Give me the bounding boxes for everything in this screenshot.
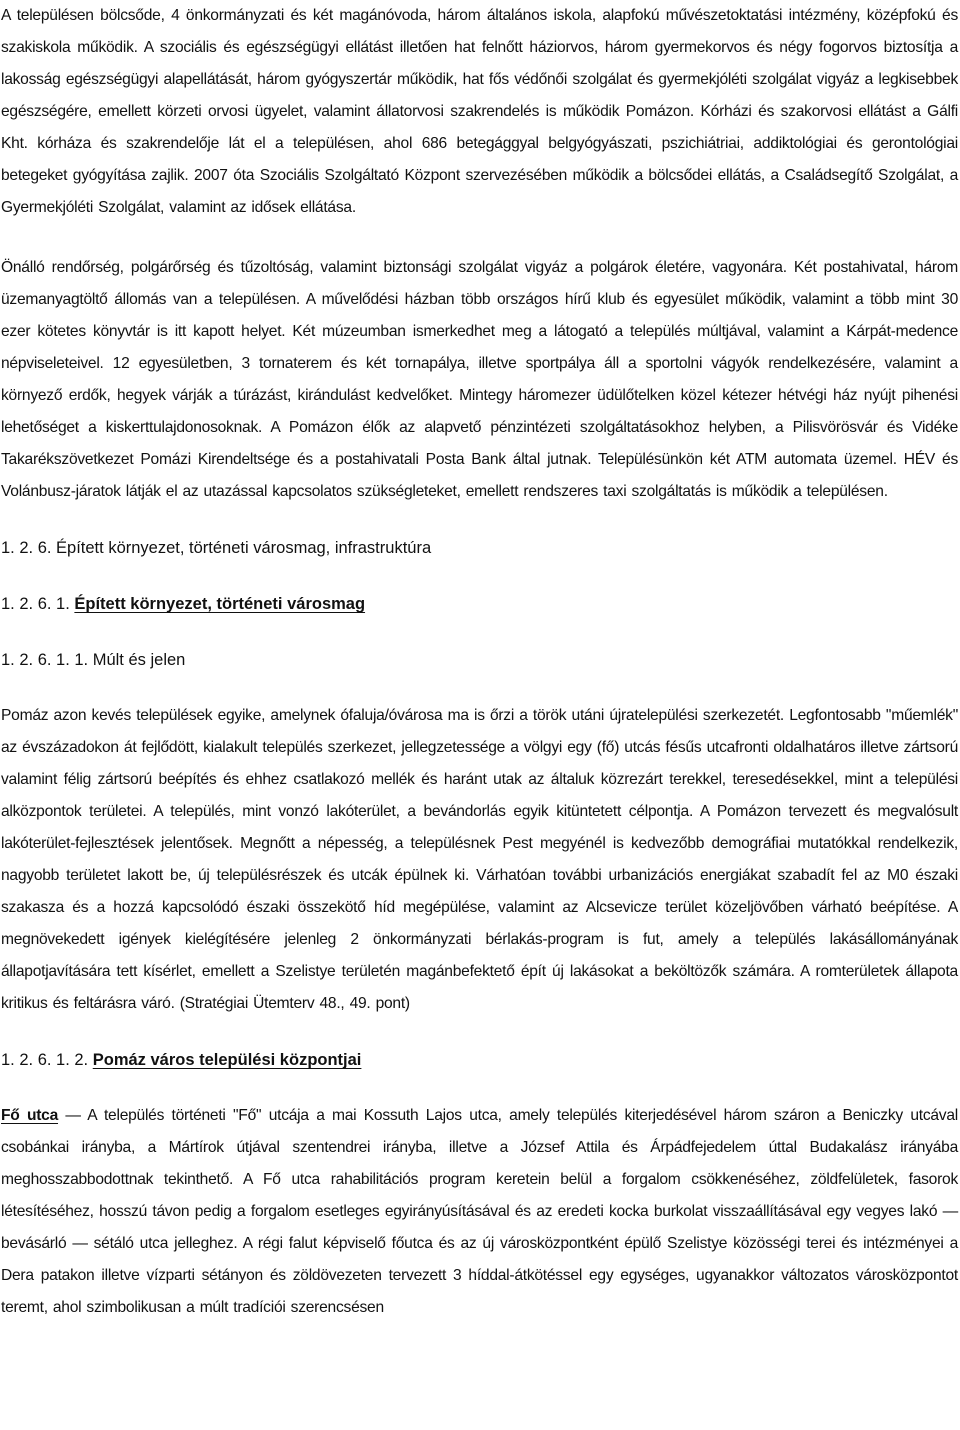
- section-title: Épített környezet, történeti városmag: [74, 595, 366, 613]
- spacer: [1, 1076, 958, 1100]
- paragraph-past-and-present: Pomáz azon kevés települések egyike, amelynek ófaluja/óvárosa ma is őrzi a török utáni újratelepülési szerkezetét. Legfontosabb "műemlék" az évszázadokon át fejlődött, kialakult település szerkezet, jellegzetessége a völgyi egy (fő) utcás fésűs utcafronti oldalhatáros illetve zártsorú valamint félig zártsorú beépítés és ehhez csatlakozó mellék és haránt utak az általuk közrezárt terekkel, teresedésekkel, mint a települési alközpontok területei. A település, mint vonzó lakóterület, a bevándorlás egyik kitüntetett célpontja. A Pomázon tervezett és megvalósult lakóterület-fejlesztések jelentősek. Megnőtt a népesség, a településnek Pest megyénél is kedvezőbb demográfiai mutatókkal rendelkezik, nagyobb területet lakott be, új településrészek és utcák épülnek ki. Várhatóan további urbanizációs energiákat szabadít fel az M0 északi szakasza és a hozzá kapcsolódó északi összekötő híd megépülése, valamint az Alcsevicze terület közeljövőben várható beépítése. A megnövekedett igények kielégítésére jelenleg 2 önkormányzati bérlakás-program is fut, amely a település lakásállományának állapotjavítására tett kísérlet, emellett a Szelistye területén magánbefektető épít új lakásokat a beköltözők számára. A romterületek állapota kritikus és feltárásra váró. (Stratégiai Ütemterv 48., 49. pont): [1, 707, 958, 1012]
- section-title: Pomáz város települési központjai: [92, 1051, 362, 1069]
- spacer: [1, 620, 958, 644]
- spacer: [1, 564, 958, 588]
- spacer: [1, 676, 958, 700]
- section-heading-1-2-6: 1. 2. 6. Épített környezet, történeti városmag, infrastruktúra: [1, 539, 432, 557]
- section-heading-1-2-6-1-2: [1, 1044, 958, 1076]
- paragraph-main-street: [1, 1100, 958, 1324]
- section-number: 1. 2. 6. 1. 2.: [1, 1051, 89, 1069]
- spacer: [1, 224, 958, 252]
- paragraph-services: A településen bölcsőde, 4 önkormányzati és két magánóvoda, három általános iskola, alapfokú művészetoktatási intézmény, középfokú és szakiskola működik. A szociális és egészségügyi ellátást illetően hat felnőtt háziorvos, három gyermekorvos és négy fogorvos biztosítja a lakosság egészségügyi alapellátását, három gyógyszertár működik, hat fős védőnői szolgálat és gyermekjóléti szolgálat vigyáz a legkisebbek egészségére, emellett körzeti orvosi ügyelet, valamint állatorvosi szakrendelés is működik Pomázon. Kórházi és szakorvosi ellátást a Gálfi Kht. kórháza és szakrendelője lát el a településen, ahol 686 betegággyal belgyógyászati, pszichiátriai, addiktológiai és gerontológiai betegeket gyógyítása zajlik. 2007 óta Szociális Szolgáltató Központ szervezésében működik a bölcsődei ellátás, a Családsegítő Szolgálat, a Gyermekjóléti Szolgálat, valamint az idősek ellátása.: [1, 7, 958, 216]
- paragraph-body: — A település történeti "Fő" utcája a mai Kossuth Lajos utca, amely település kiterjedésével három száron a Beniczky utcával csobánkai irányba, a Mártírok útjával szentendrei irányba, illetve a József Attila és Árpádfejedelem úttal Budakalász irányába meghosszabbodottnak tekinthető. A Fő utca rahabilitációs program keretein belül a forgalom csökkenéséhez, zöldfelületek, fasorok létesítéséhez, hosszú távon pedig a forgalom esetleges egyirányúsításával és az eredeti kocka burkolat visszaállításával egy vegyes lakó — bevásárló — sétáló utca jelleghez. A régi falut képviselő főutca és az új városközpontként épülő Szelistye közösségi terei és intézményei a Dera patakon illetve vízparti sétányon és zöldövezeten tervezett 3 híddal-átkötéssel egy egységes, ugyanakkor változatos városközpontot teremt, ahol szimbolikusan a múlt tradíciói szerencsésen: [1, 1107, 958, 1316]
- lead-term: Fő utca: [1, 1107, 59, 1124]
- spacer: [1, 508, 958, 532]
- spacer: [1, 1020, 958, 1044]
- section-number: 1. 2. 6. 1.: [1, 595, 70, 613]
- paragraph-public-safety: Önálló rendőrség, polgárőrség és tűzoltóság, valamint biztonsági szolgálat vigyáz a polgárok életére, vagyonára. Két postahivatal, három üzemanyagtöltő állomás van a településen. A művelődési házban több országos hírű klub és egyesület működik, valamint a több mint 30 ezer kötetes könyvtár is itt kapott helyet. Két múzeumban ismerkedhet meg a látogató a település múltjával, valamint a Kárpát-medence népviseleteivel. 12 egyesületben, 3 tornaterem és két tornapálya, illetve sportpálya áll a sportolni vágyók rendelkezésére, valamint a környező erdők, hegyek várják a túrázást, kirándulást kedvelőket. Mintegy háromezer üdülőtelken közel kétezer hétvégi ház nyújt pihenési lehetőséget a kiskerttulajdonosoknak. A Pomázon élők az alapvető pénzintézeti szolgáltatásokhoz helyben, a Pilisvörösvár és Vidéke Takarékszövetkezet Pomázi Kirendeltsége és a postahivatali Posta Bank által jutnak. Településünkön két ATM automata üzemel. HÉV és Volánbusz-járatok látják el az utazással kapcsolatos szükségleteket, emellett rendszeres taxi szolgáltatás is működik a településen.: [1, 259, 958, 500]
- section-heading-1-2-6-1-1: 1. 2. 6. 1. 1. Múlt és jelen: [1, 651, 186, 669]
- section-heading-1-2-6-1: [1, 588, 958, 620]
